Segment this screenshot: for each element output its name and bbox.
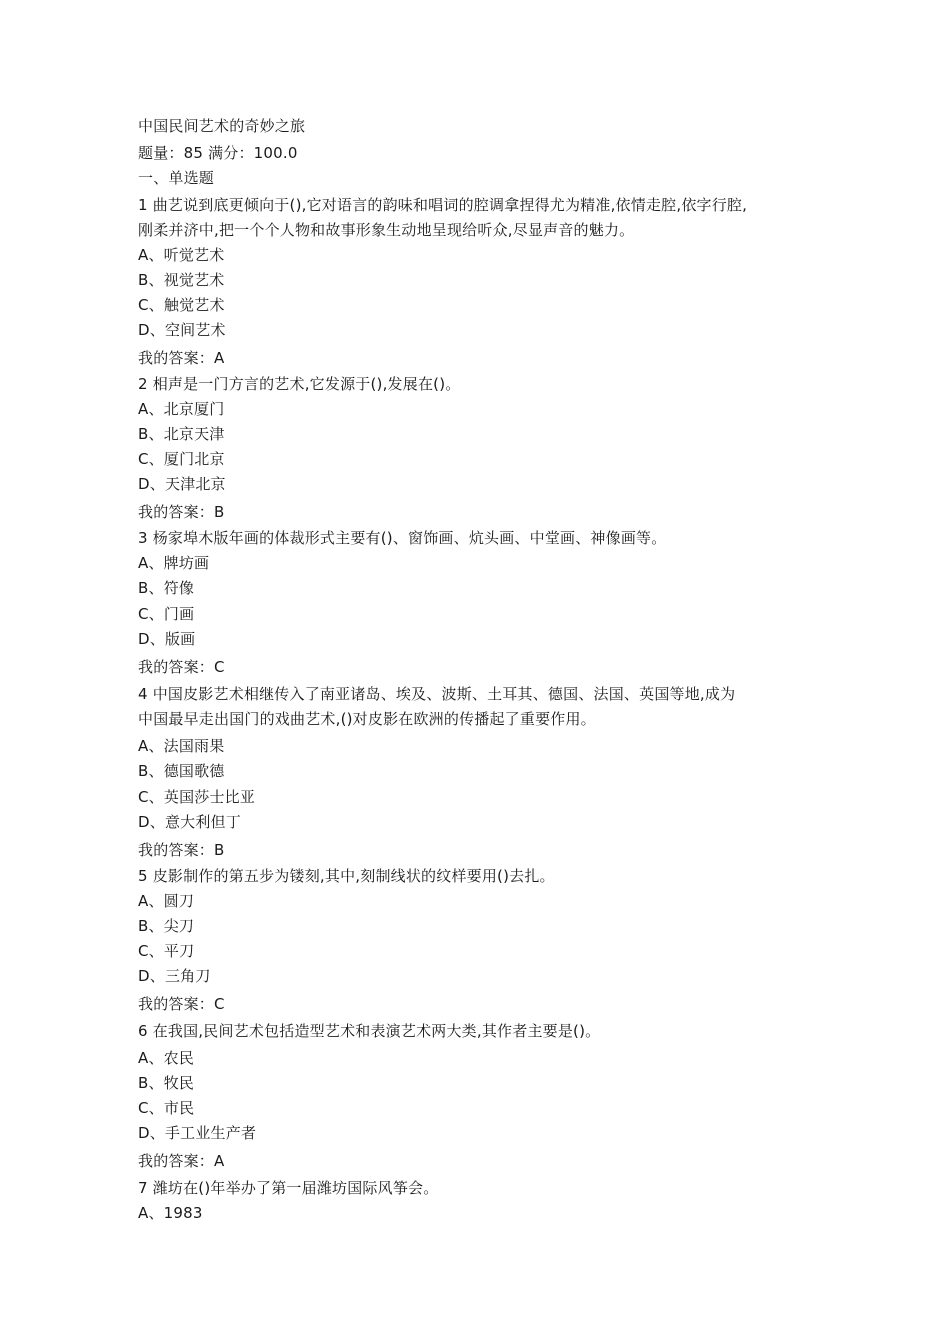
answer-option: A、圆刀 xyxy=(138,892,195,910)
document-title: 中国民间艺术的奇妙之旅 xyxy=(138,117,306,135)
answer-option: C、厦门北京 xyxy=(138,450,225,468)
answer-option: B、视觉艺术 xyxy=(138,271,225,289)
answer-option: C、门画 xyxy=(138,605,195,623)
answer-option: B、德国歌德 xyxy=(138,762,225,780)
answer-option: C、英国莎士比亚 xyxy=(138,788,256,806)
answer-option: D、空间艺术 xyxy=(138,321,226,339)
answer-option: C、市民 xyxy=(138,1099,195,1117)
answer-option: D、手工业生产者 xyxy=(138,1124,257,1142)
question-stem: 4 中国皮影艺术相继传入了南亚诸岛、埃及、波斯、土耳其、德国、法国、英国等地,成为 xyxy=(138,685,736,703)
answer-option: A、法国雨果 xyxy=(138,737,225,755)
answer-option: C、平刀 xyxy=(138,942,195,960)
section-heading: 一、单选题 xyxy=(138,169,215,187)
answer-option: A、北京厦门 xyxy=(138,400,225,418)
document-meta: 题量：85 满分：100.0 xyxy=(138,144,298,162)
my-answer: 我的答案：C xyxy=(138,995,225,1013)
my-answer: 我的答案：A xyxy=(138,349,225,367)
question-stem: 5 皮影制作的第五步为镂刻,其中,刻制线状的纹样要用()去扎。 xyxy=(138,867,555,885)
question-stem: 中国最早走出国门的戏曲艺术,()对皮影在欧洲的传播起了重要作用。 xyxy=(138,710,596,728)
question-stem: 2 相声是一门方言的艺术,它发源于(),发展在()。 xyxy=(138,375,461,393)
answer-option: D、意大利但丁 xyxy=(138,813,241,831)
answer-option: A、1983 xyxy=(138,1204,203,1222)
answer-option: A、听觉艺术 xyxy=(138,246,225,264)
answer-option: D、天津北京 xyxy=(138,475,226,493)
answer-option: B、符像 xyxy=(138,579,195,597)
question-stem: 6 在我国,民间艺术包括造型艺术和表演艺术两大类,其作者主要是()。 xyxy=(138,1022,601,1040)
answer-option: B、牧民 xyxy=(138,1074,195,1092)
my-answer: 我的答案：A xyxy=(138,1152,225,1170)
answer-option: A、农民 xyxy=(138,1049,195,1067)
answer-option: A、牌坊画 xyxy=(138,554,210,572)
answer-option: C、触觉艺术 xyxy=(138,296,225,314)
my-answer: 我的答案：C xyxy=(138,658,225,676)
my-answer: 我的答案：B xyxy=(138,841,225,859)
answer-option: D、版画 xyxy=(138,630,196,648)
answer-option: D、三角刀 xyxy=(138,967,211,985)
question-stem: 3 杨家埠木版年画的体裁形式主要有()、窗饰画、炕头画、中堂画、神像画等。 xyxy=(138,529,667,547)
question-stem: 1 曲艺说到底更倾向于(),它对语言的韵味和唱词的腔调拿捏得尤为精准,依情走腔,依字行腔, xyxy=(138,196,748,214)
my-answer: 我的答案：B xyxy=(138,503,225,521)
question-stem: 刚柔并济中,把一个个人物和故事形象生动地呈现给听众,尽显声音的魅力。 xyxy=(138,221,635,239)
answer-option: B、北京天津 xyxy=(138,425,225,443)
question-stem: 7 潍坊在()年举办了第一届潍坊国际风筝会。 xyxy=(138,1179,439,1197)
answer-option: B、尖刀 xyxy=(138,917,195,935)
